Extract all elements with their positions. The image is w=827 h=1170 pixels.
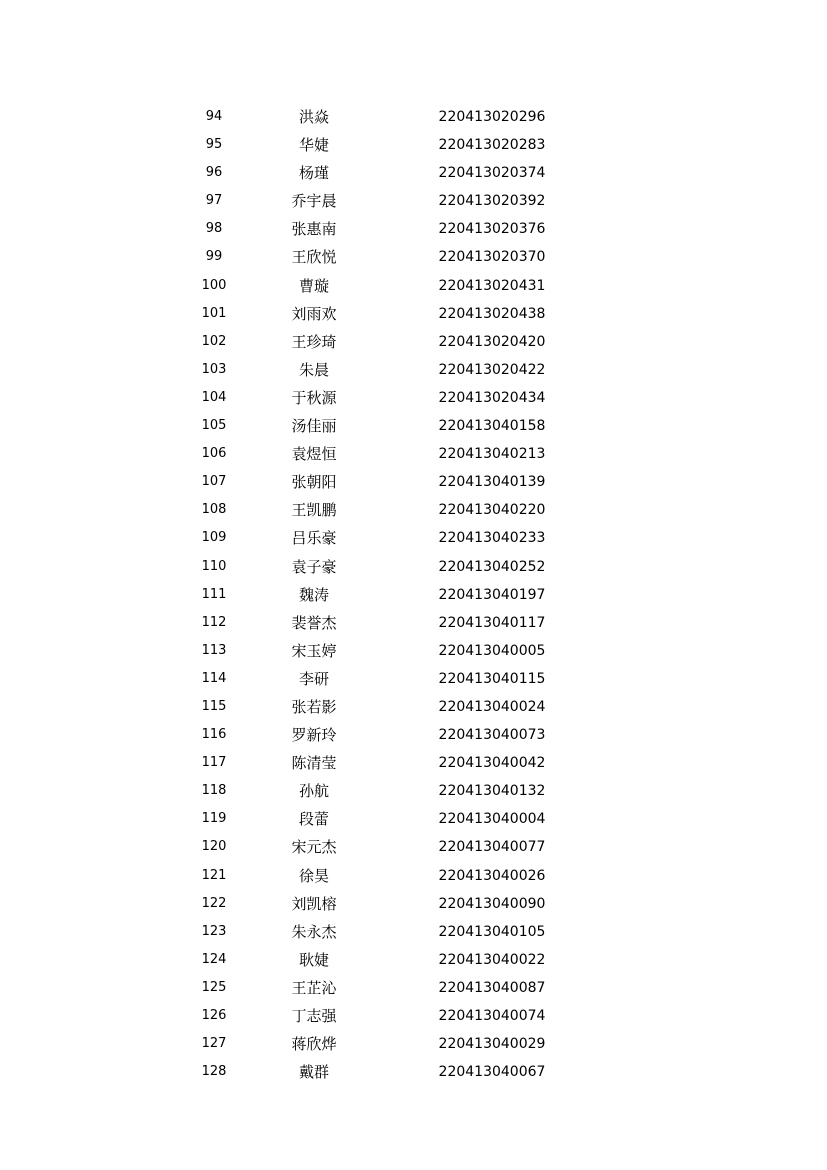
row-number: 121 (201, 867, 227, 883)
student-name: 华婕 (298, 136, 329, 155)
table-row (0, 862, 827, 890)
student-id: 220413040004 (438, 811, 546, 828)
student-name: 张若影 (291, 697, 337, 716)
table-row (0, 609, 827, 637)
student-id: 220413040220 (438, 502, 546, 519)
student-id: 220413020376 (438, 221, 546, 238)
table-row (0, 496, 827, 524)
student-name: 裴誉杰 (291, 613, 337, 632)
table-row (0, 272, 827, 300)
table-row (0, 946, 827, 974)
row-number: 109 (201, 530, 227, 546)
table-row (0, 581, 827, 609)
student-id: 220413040005 (438, 642, 546, 659)
student-id: 220413040042 (438, 755, 546, 772)
student-name: 罗新玲 (291, 726, 337, 745)
table-row (0, 693, 827, 721)
student-list-table (0, 103, 827, 1086)
row-number: 118 (201, 783, 227, 799)
row-number: 115 (201, 698, 227, 714)
student-id: 220413040213 (438, 446, 546, 463)
row-number: 105 (201, 418, 227, 434)
row-number: 127 (201, 1036, 227, 1052)
table-row (0, 215, 827, 243)
row-number: 122 (201, 895, 227, 911)
student-id: 220413020283 (438, 137, 546, 154)
student-name: 曹璇 (298, 276, 329, 295)
row-number: 96 (205, 165, 223, 181)
row-number: 107 (201, 474, 227, 490)
student-id: 220413040158 (438, 418, 546, 435)
row-number: 106 (201, 446, 227, 462)
student-name: 张朝阳 (291, 473, 337, 492)
student-id: 220413020392 (438, 193, 546, 210)
row-number: 126 (201, 1008, 227, 1023)
row-number: 124 (201, 951, 227, 967)
row-number: 114 (201, 670, 227, 686)
table-row (0, 1030, 827, 1058)
table-row (0, 468, 827, 496)
table-row (0, 103, 827, 131)
table-row (0, 777, 827, 805)
student-id: 220413040077 (438, 839, 546, 856)
table-row (0, 412, 827, 440)
table-row (0, 918, 827, 946)
row-number: 110 (201, 558, 227, 574)
student-name: 张惠南 (291, 220, 337, 239)
row-number: 98 (205, 221, 223, 237)
row-number: 128 (201, 1064, 227, 1080)
row-number: 99 (205, 249, 223, 265)
table-row (0, 637, 827, 665)
student-id: 220413040132 (438, 783, 546, 800)
student-name: 孙航 (298, 782, 329, 801)
student-id: 220413040197 (438, 586, 546, 603)
table-row (0, 890, 827, 918)
student-id: 220413040026 (438, 867, 546, 884)
student-id: 220413040115 (438, 670, 546, 687)
student-name: 耿婕 (298, 950, 329, 969)
table-row (0, 721, 827, 749)
student-id: 220413020422 (438, 361, 546, 378)
student-name: 王珍琦 (291, 332, 337, 351)
table-row (0, 553, 827, 581)
table-row (0, 328, 827, 356)
table-row (0, 833, 827, 861)
student-id: 220413040067 (438, 1064, 546, 1081)
table-row (0, 131, 827, 159)
student-name: 乔宇晨 (291, 192, 337, 211)
student-id: 220413020296 (438, 109, 546, 125)
student-id: 220413040029 (438, 1036, 546, 1053)
row-number: 125 (201, 979, 227, 995)
student-id: 220413020438 (438, 305, 546, 322)
student-name: 杨瑾 (298, 164, 329, 183)
student-id: 220413020434 (438, 389, 546, 406)
student-id: 220413040074 (438, 1008, 546, 1024)
student-name: 宋元杰 (291, 838, 337, 857)
student-id: 220413020370 (438, 249, 546, 266)
row-number: 97 (205, 193, 223, 209)
table-row (0, 524, 827, 552)
student-name: 蒋欣烨 (291, 1035, 337, 1054)
table-row (0, 805, 827, 833)
row-number: 94 (205, 109, 223, 124)
student-id: 220413040024 (438, 698, 546, 715)
table-row (0, 159, 827, 187)
student-name: 刘凯榕 (291, 894, 337, 913)
student-name: 袁子豪 (291, 557, 337, 576)
student-id: 220413040117 (438, 614, 546, 631)
student-name: 戴群 (298, 1063, 329, 1082)
student-name: 洪焱 (298, 108, 329, 126)
row-number: 104 (201, 389, 227, 405)
student-name: 王欣悦 (291, 248, 337, 267)
student-id: 220413020374 (438, 165, 546, 182)
student-name: 朱永杰 (291, 922, 337, 941)
table-row (0, 1002, 827, 1030)
row-number: 123 (201, 923, 227, 939)
table-row (0, 384, 827, 412)
student-name: 朱晨 (298, 360, 329, 379)
table-row (0, 440, 827, 468)
student-id: 220413040233 (438, 530, 546, 547)
student-name: 刘雨欢 (291, 304, 337, 323)
student-name: 徐昊 (298, 866, 329, 885)
row-number: 102 (201, 333, 227, 349)
student-id: 220413020420 (438, 333, 546, 350)
student-name: 王凯鹏 (291, 501, 337, 520)
table-row (0, 749, 827, 777)
row-number: 111 (201, 586, 227, 602)
student-name: 汤佳丽 (291, 417, 337, 436)
row-number: 120 (201, 839, 227, 855)
table-row (0, 665, 827, 693)
student-name: 于秋源 (291, 388, 337, 407)
row-number: 103 (201, 361, 227, 377)
student-name: 陈清莹 (291, 754, 337, 773)
table-row (0, 187, 827, 215)
table-row (0, 1058, 827, 1086)
row-number: 95 (205, 137, 223, 153)
row-number: 108 (201, 502, 227, 518)
table-row (0, 356, 827, 384)
table-row (0, 300, 827, 328)
student-id: 220413040105 (438, 923, 546, 940)
row-number: 101 (201, 305, 227, 321)
table-row (0, 243, 827, 271)
student-id: 220413020431 (438, 277, 546, 294)
student-name: 宋玉婷 (291, 641, 337, 660)
student-id: 220413040022 (438, 951, 546, 968)
student-name: 魏涛 (298, 585, 329, 604)
student-id: 220413040139 (438, 474, 546, 491)
student-id: 220413040073 (438, 727, 546, 744)
student-name: 王芷沁 (291, 978, 337, 997)
row-number: 117 (201, 755, 227, 771)
student-name: 李研 (298, 669, 329, 688)
table-row (0, 974, 827, 1002)
row-number: 112 (201, 614, 227, 630)
row-number: 100 (201, 277, 227, 293)
row-number: 119 (201, 811, 227, 827)
student-id: 220413040090 (438, 895, 546, 912)
student-name: 吕乐豪 (291, 529, 337, 548)
student-name: 袁煜恒 (291, 445, 337, 464)
row-number: 113 (201, 642, 227, 658)
student-id: 220413040252 (438, 558, 546, 575)
row-number: 116 (201, 727, 227, 743)
student-name: 丁志强 (291, 1007, 337, 1025)
student-id: 220413040087 (438, 979, 546, 996)
student-name: 段蕾 (298, 810, 329, 829)
